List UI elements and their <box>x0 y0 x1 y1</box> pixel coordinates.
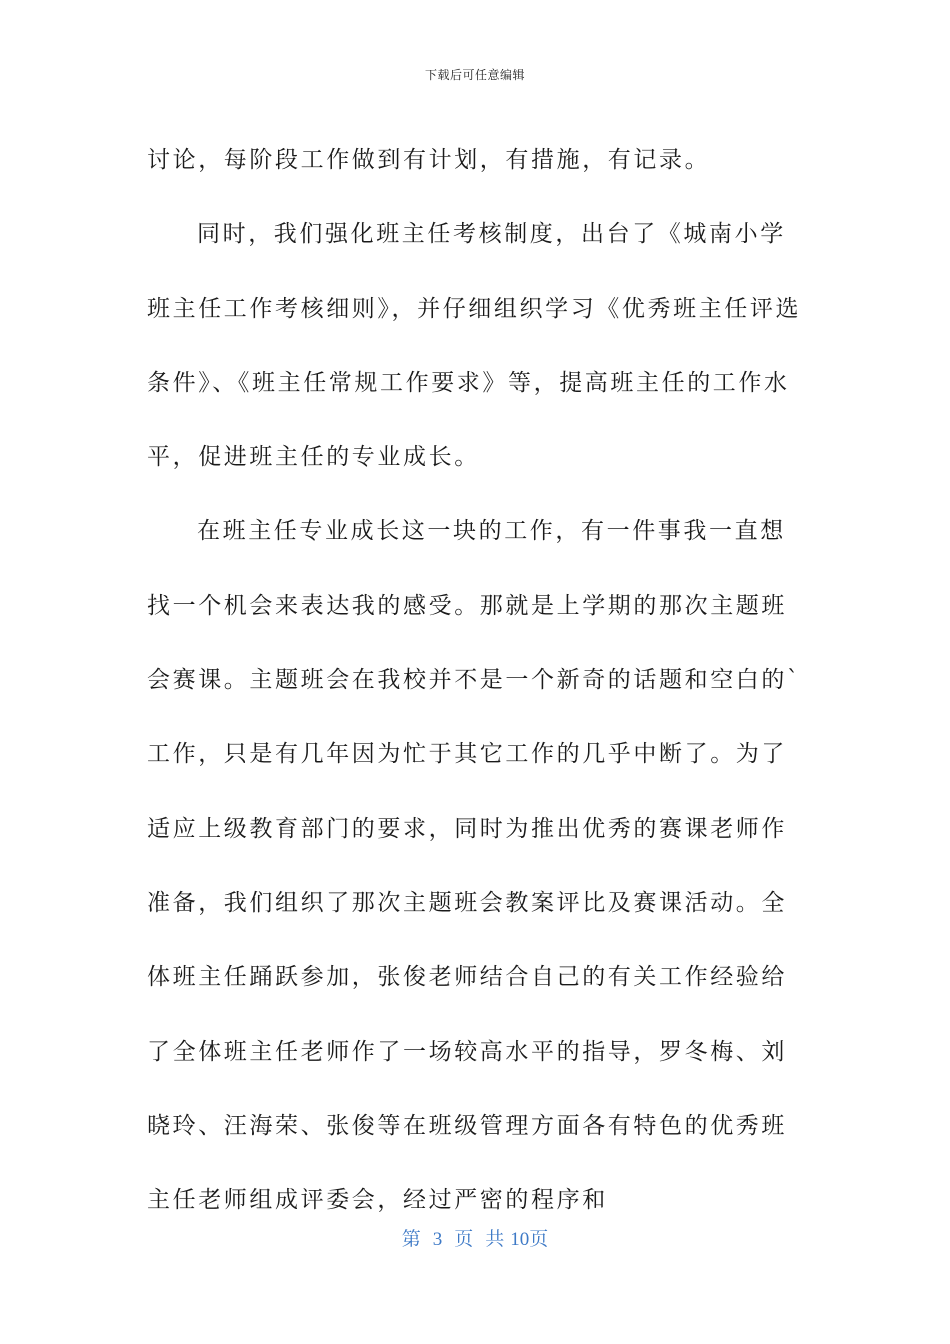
paragraph-continued: 讨论，每阶段工作做到有计划，有措施，有记录。 <box>147 147 711 173</box>
paragraph: 同时，我们强化班主任考核制度，出台了《城南小学班主任工作考核细则》，并仔细组织学习《优秀班主任评选条件》、《班主任常规工作要求》等，提高班主任的工作水平，促进班主任的专业成长。 <box>147 221 802 471</box>
page-header: 下载后可任意编辑 <box>424 68 525 82</box>
page-number: 3 <box>432 1229 443 1250</box>
page-footer <box>0 1224 950 1251</box>
total-pages: 10页 <box>510 1229 549 1250</box>
document-body <box>147 123 807 1237</box>
paragraph: 在班主任专业成长这一块的工作，有一件事我一直想找一个机会来表达我的感受。那就是上学期的那次主题班会赛课。主题班会在我校并不是一个新奇的话题和空白的`工作，只是有几年因为忙于其它工作的几乎中断了。为了适应上级教育部门的要求，同时为推出优秀的赛课老师作准备，我们组织了那次主题班会教案评比及赛课活动。全体班主任踊跃参加，张俊老师结合自己的有关工作经验给了全体班主任老师作了一场较高水平的指导，罗冬梅、刘晓玲、汪海荣、张俊等在班级管理方面各有特色的优秀班主任老师组成评委会，经过严密的程序和 <box>147 518 802 1214</box>
page-unit: 页 <box>454 1229 474 1250</box>
page-label: 第 <box>401 1229 421 1250</box>
total-label: 共 <box>485 1229 505 1250</box>
